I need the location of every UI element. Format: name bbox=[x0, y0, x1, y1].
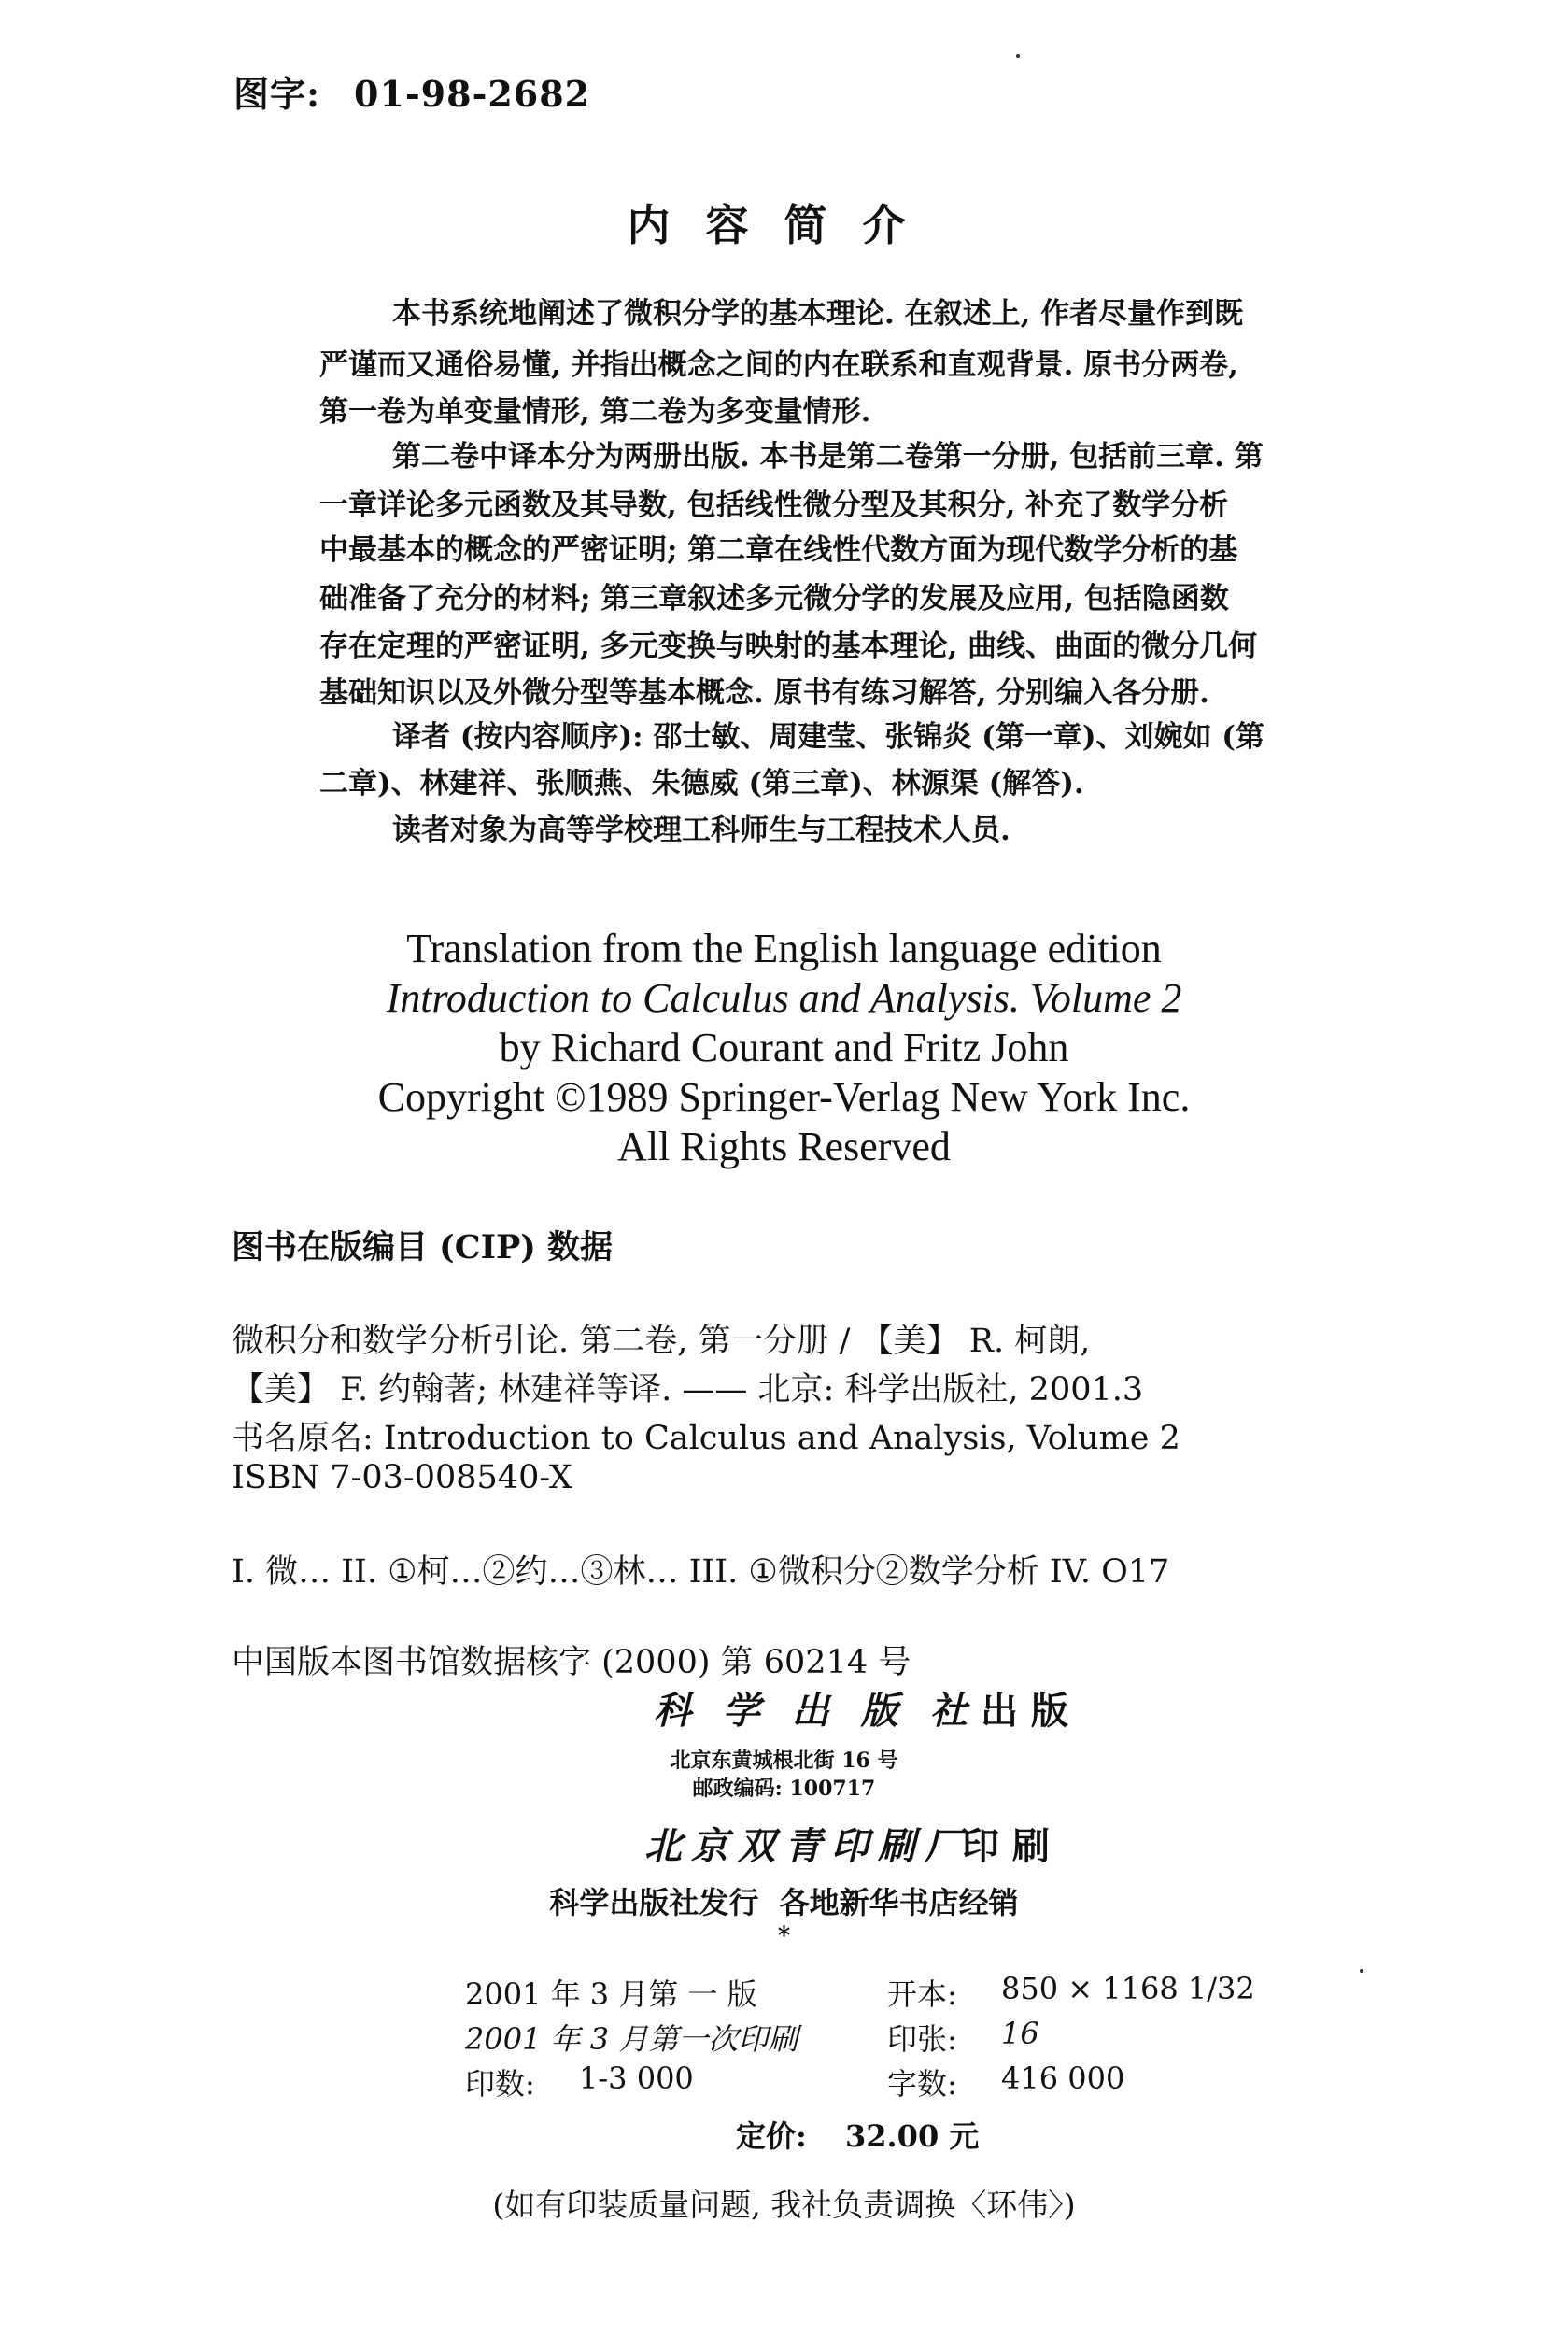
original-title: Introduction to Calculus and Analysis. Volume 2 bbox=[386, 975, 1182, 1021]
intro-line: 存在定理的严密证明, 多元变换与映射的基本理论, 曲线、曲面的微分几何 bbox=[319, 630, 1258, 663]
cip-record-number: 中国版本图书馆数据核字 (2000) 第 60214 号 bbox=[232, 1644, 911, 1681]
format-value: 850 × 1168 1/32 bbox=[1001, 1971, 1255, 2006]
isbn: ISBN 7-03-008540-X bbox=[232, 1459, 572, 1496]
intro-line: 严谨而又通俗易懂, 并指出概念之间的内在联系和直观背景. 原书分两卷, bbox=[319, 348, 1238, 382]
printing-info: 2001 年 3 月第一次印刷 bbox=[465, 2021, 798, 2057]
intro-line: 读者对象为高等学校理工科师生与工程技术人员. bbox=[392, 814, 1010, 847]
classification: I. 微… II. ①柯…②约…③林… III. ①微积分②数学分析 IV. O17 bbox=[232, 1553, 1170, 1591]
printer-suffix: 印 刷 bbox=[962, 1824, 1050, 1868]
words-value: 416 000 bbox=[1001, 2061, 1125, 2096]
intro-line: 第二卷中译本分为两册出版. 本书是第二卷第一分册, 包括前三章. 第 bbox=[392, 440, 1264, 474]
publisher-address: 北京东黄城根北街 16 号 bbox=[670, 1749, 898, 1773]
permit-label: 图字: bbox=[233, 73, 321, 115]
edition-info: 2001 年 3 月第 一 版 bbox=[465, 1976, 757, 2012]
cip-line: 书名原名: Introduction to Calculus and Analysis, Volume 2 bbox=[232, 1420, 1180, 1457]
sheets-label: 印张: bbox=[887, 2021, 957, 2057]
distribution-note: 科学出版社发行 各地新华书店经销 bbox=[549, 1885, 1019, 1920]
copyright-line: Copyright ©1989 Springer-Verlag New York Inc. bbox=[377, 1074, 1191, 1120]
intro-title: 内容简介 bbox=[627, 200, 941, 250]
intro-line: 第一卷为单变量情形, 第二卷为多变量情形. bbox=[319, 395, 871, 429]
permit-value: 01-98-2682 bbox=[354, 73, 591, 115]
scan-speck bbox=[1360, 1969, 1363, 1973]
printer-name: 北京双青印刷厂 bbox=[644, 1824, 971, 1868]
intro-line: 础准备了充分的材料; 第三章叙述多元微分学的发展及应用, 包括隐函数 bbox=[319, 582, 1229, 616]
print-run-value: 1-3 000 bbox=[579, 2061, 694, 2096]
intro-line: 二章)、林建祥、张顺燕、朱德威 (第三章)、林源渠 (解答). bbox=[319, 767, 1084, 800]
separator-star: * bbox=[777, 1922, 791, 1950]
intro-line: 译者 (按内容顺序): 邵士敏、周建莹、张锦炎 (第一章)、刘婉如 (第 bbox=[392, 720, 1264, 754]
translation-note: Translation from the English language edition bbox=[406, 926, 1162, 971]
cip-heading: 图书在版编目 (CIP) 数据 bbox=[232, 1228, 614, 1267]
print-run-label: 印数: bbox=[465, 2066, 535, 2102]
price-value: 32.00 元 bbox=[845, 2118, 980, 2154]
intro-line: 一章详论多元函数及其导数, 包括线性微分型及其积分, 补充了数学分析 bbox=[319, 489, 1229, 522]
scan-speck bbox=[1016, 54, 1020, 58]
price-label: 定价: bbox=[736, 2118, 807, 2154]
rights-reserved: All Rights Reserved bbox=[617, 1124, 951, 1169]
intro-line: 中最基本的概念的严密证明; 第二章在线性代数方面为现代数学分析的基 bbox=[319, 533, 1238, 567]
publisher-postcode: 邮政编码: 100717 bbox=[692, 1777, 876, 1801]
quality-notice: (如有印装质量问题, 我社负责调换〈环伟〉) bbox=[492, 2187, 1076, 2223]
sheets-value: 16 bbox=[1001, 2016, 1039, 2051]
intro-line: 基础知识以及外微分型等基本概念. 原书有练习解答, 分别编入各分册. bbox=[319, 676, 1209, 710]
publisher-name: 科 学 出 版 社 bbox=[654, 1689, 977, 1733]
permit-number bbox=[233, 65, 590, 117]
words-label: 字数: bbox=[887, 2066, 957, 2102]
original-authors: by Richard Courant and Fritz John bbox=[499, 1025, 1069, 1070]
format-label: 开本: bbox=[887, 1976, 957, 2012]
intro-line: 本书系统地阐述了微积分学的基本理论. 在叙述上, 作者尽量作到既 bbox=[392, 297, 1244, 331]
publisher-suffix: 出 版 bbox=[981, 1689, 1068, 1733]
cip-line: 微积分和数学分析引论. 第二卷, 第一分册 / 【美】 R. 柯朗, bbox=[232, 1323, 1091, 1360]
cip-line: 【美】 F. 约翰著; 林建祥等译. —— 北京: 科学出版社, 2001.3 bbox=[232, 1371, 1144, 1409]
